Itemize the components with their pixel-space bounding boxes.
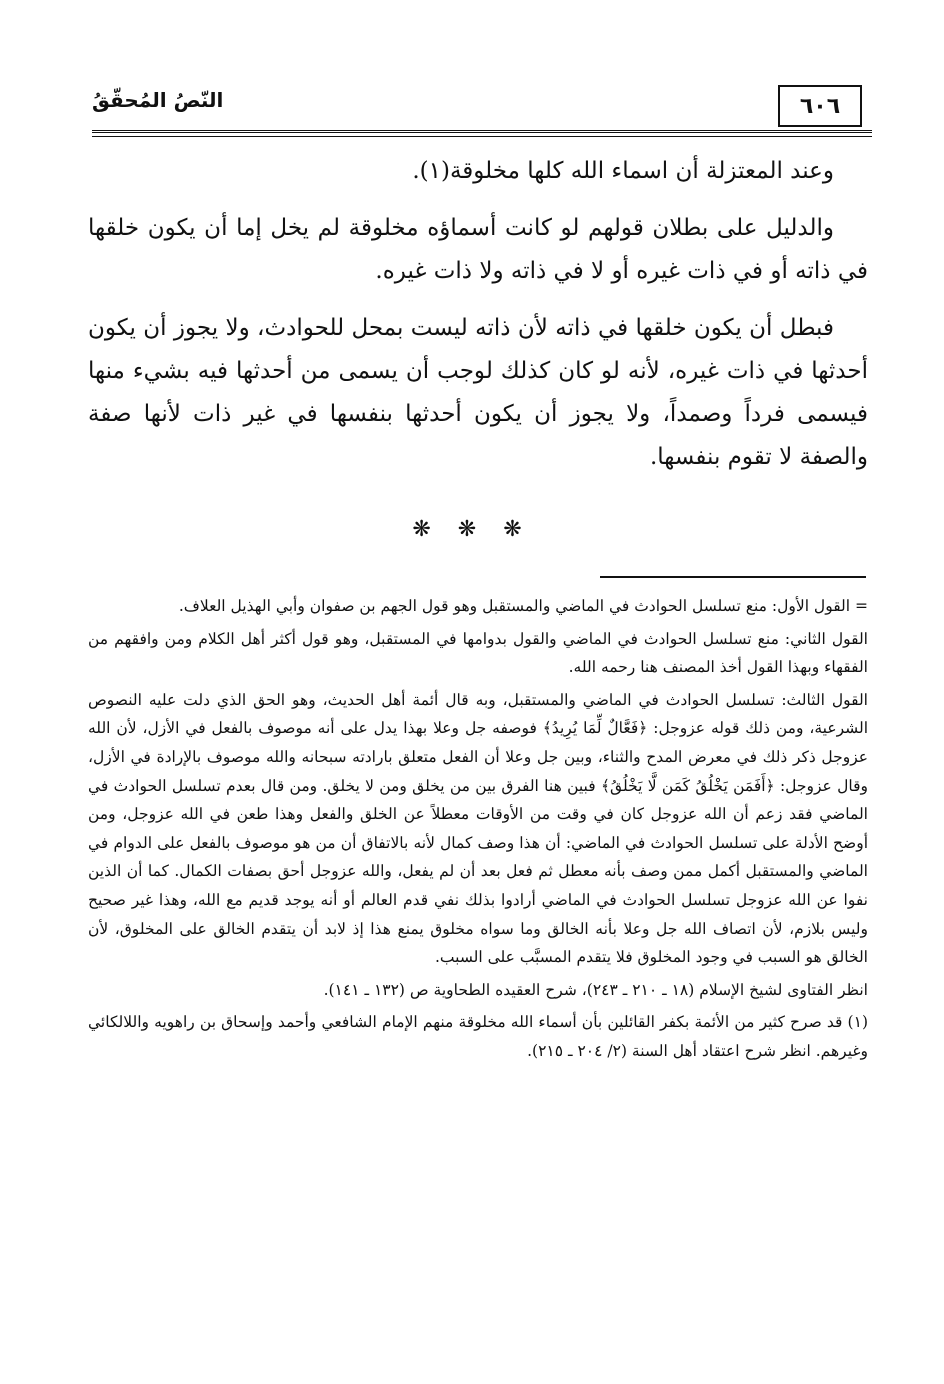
footnote-paragraph: القول الثالث: تسلسل الحوادث في الماضي والمستقبل، وبه قال أئمة أهل الحديث، وهو الحق الذي دلت عليه النصوص الشرعية، ومن ذلك قوله عزوجل: ﴿فَعَّالٌ لِّمَا يُرِيدُ﴾ فوصفه جل وعلا بهذا يدل على أنه موصوف بالفعل في الأزل، لأن الله عزوجل ذكر ذلك في معرض المدح والثناء، وبين جل وعلا أن الفعل متعلق بارادته سبحانه والله موصوف بالإرادة في الأزل، وقال عزوجل: ﴿أَفَمَن يَخْلُقُ كَمَن لَّا يَخْلُقُ﴾ فبين هنا الفرق بين من يخلق ومن لا يخلق. ومن قال بعدم تسلسل الحوادث في الماضي فقد زعم أن الله عزوجل كان في وقت من الأوقات معطلاً عن الخلق والفعل وهذا طعن في الله عزوجل، ومن أوضح الأدلة على تسلسل الحوادث في الماضي: أن هذا وصف كمال لأنه بالاتفاق أن من هو موصوف بالفعل على الدوام في الماضي والمستقبل أكمل ممن وصف بأنه معطل ثم فعل بعد أن لم يفعل، والله عزوجل أحق بصفات الكمال. كما أن الذين نفوا عن الله عزوجل تسلسل الحوادث في الماضي أرادوا بذلك نفي قدم العالم أو أنه يوجد قديم مع الله، وهذا غير صحيح وليس بلازم، لأن اتصاف الله جل وعلا بأنه الخالق وما سواه مخلوق يمنع هذا إذ لابد أن يتقدم الخالق على المخلوق، لأن الخالق هو السبب في وجود المخلوق فلا يتقدم المسبَّب على السبب. [88, 690, 868, 967]
main-paragraph: وعند المعتزلة أن اسماء الله كلها مخلوقة(١). [412, 158, 834, 184]
running-title: النّصُ المُحقّقُ [92, 88, 224, 112]
section-separator: ❋ ❋ ❋ [412, 517, 532, 542]
main-paragraph: فبطل أن يكون خلقها في ذاته لأن ذاته ليست بمحل للحوادث، ولا يجوز أن يكون أحدثها في ذات غيره، لأنه لو كان كذلك لوجب أن يسمى من أحدثها فيه بشيء منها فيسمى فرداً وصمداً، ولا يجوز أن يكون أحدثها بنفسها في غير ذات لأنها صفة والصفة لا تقوم بنفسها. [88, 315, 868, 470]
footnote-divider [600, 576, 866, 578]
footnote-1: (١) قد صرح كثير من الأئمة بكفر القائلين بأن أسماء الله مخلوقة منهم الإمام الشافعي وأحمد وإسحاق بن راهويه واللالكائي وغيرهم. انظر شرح اعتقاد أهل السنة (٢/ ٢٠٤ ـ ٢١٥). [88, 1013, 868, 1060]
header-divider [92, 130, 872, 137]
main-text [88, 150, 868, 493]
footnote-reference: انظر الفتاوى لشيخ الإسلام (١٨ ـ ٢١٠ ـ ٢٤٣)، شرح العقيده الطحاوية ص (١٣٢ ـ ١٤١). [323, 980, 868, 999]
page-header [92, 80, 872, 130]
page-number: ٦٠٦ [778, 85, 862, 127]
main-paragraph: والدليل على بطلان قولهم لو كانت أسماؤه مخلوقة لم يخل إما أن يكون خلقها في ذاته أو في ذات غيره أو لا في ذاته ولا ذات غيره. [88, 215, 868, 284]
footnote-paragraph: القول الثاني: منع تسلسل الحوادث في الماضي والقول بدوامها في المستقبل، وهو قول أكثر أهل الكلام ومن وافقهم من الفقهاء وبهذا القول أخذ المصنف هنا رحمه الله. [88, 629, 868, 677]
footnotes [88, 592, 868, 1070]
footnote-paragraph: = القول الأول: منع تسلسل الحوادث في الماضي والمستقبل وهو قول الجهم بن صفوان وأبي الهذيل العلاف. [178, 597, 868, 615]
